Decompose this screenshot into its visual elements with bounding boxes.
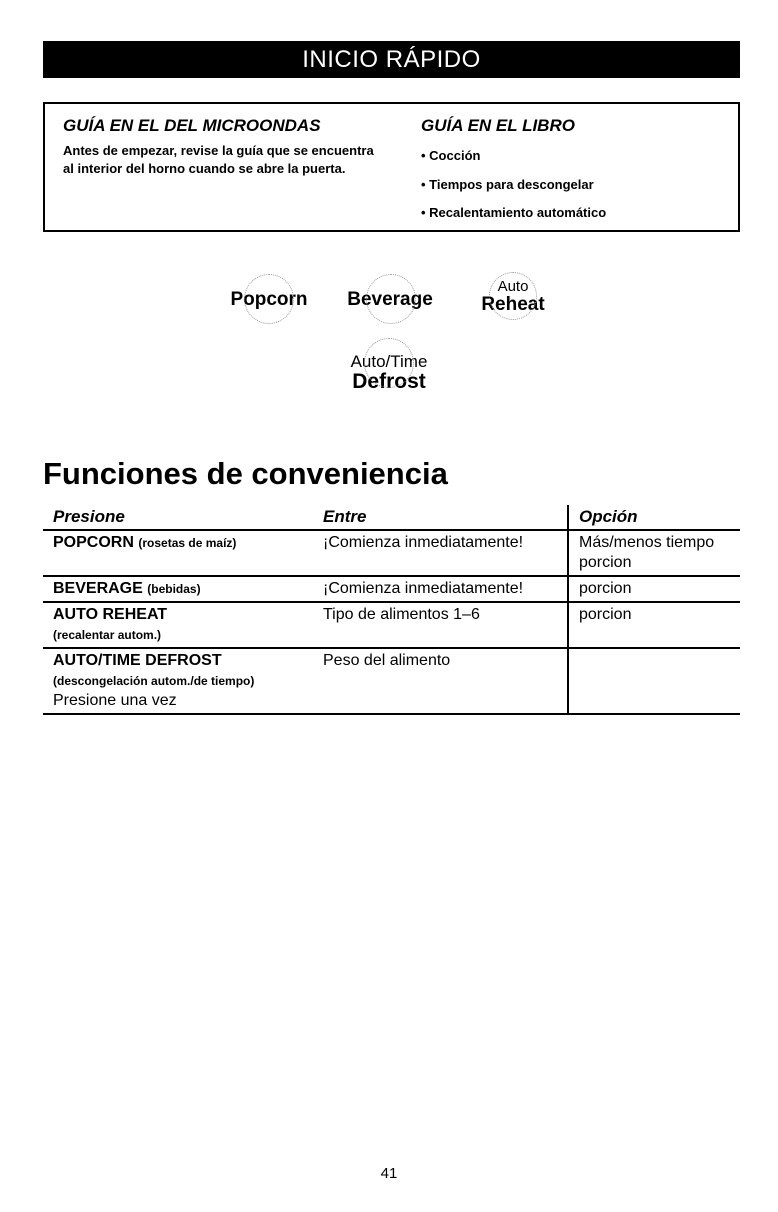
function-name: BEVERAGE <box>53 580 143 597</box>
auto-reheat-key-bottom: Reheat <box>481 294 545 315</box>
table-row <box>43 648 740 714</box>
cell-enter: ¡Comienza inmediatamente! <box>313 576 568 602</box>
cell-enter: Tipo de alimentos 1–6 <box>313 602 568 648</box>
function-subtitle: (rosetas de maíz) <box>138 536 237 550</box>
cell-enter: Peso del alimento <box>313 648 568 714</box>
header-option: Opción <box>568 505 740 530</box>
cell-option <box>568 530 740 576</box>
table-row <box>43 576 740 602</box>
auto-reheat-key <box>478 278 548 315</box>
function-subtitle: (recalentar autom.) <box>53 628 162 642</box>
guide-box <box>43 102 740 232</box>
guide-book-list <box>421 142 721 228</box>
functions-table <box>43 505 740 715</box>
key-ring <box>244 274 294 324</box>
guide-book-column <box>421 116 721 228</box>
key-ring <box>364 338 414 388</box>
option-line: Más/menos tiempo <box>579 534 715 551</box>
cell-enter: ¡Comienza inmediatamente! <box>313 530 568 576</box>
function-name: POPCORN <box>53 534 134 551</box>
guide-book-item: • Tiempos para descongelar <box>421 171 721 200</box>
function-name: AUTO/TIME DEFROST <box>53 652 222 669</box>
cell-option <box>568 648 740 714</box>
header-press: Presione <box>43 505 313 530</box>
defrost-key <box>340 352 438 393</box>
guide-book-item: • Cocción <box>421 142 721 171</box>
auto-reheat-key-top: Auto <box>497 278 529 295</box>
guide-oven-text: Antes de empezar, revise la guía que se encuentra al interior del horno cuando se abre la puerta. <box>63 143 374 176</box>
page-banner: INICIO RÁPIDO <box>43 41 740 78</box>
function-name: AUTO REHEAT <box>53 606 168 623</box>
cell-press <box>43 648 313 714</box>
page-number: 41 <box>380 1165 398 1182</box>
header-enter: Entre <box>313 505 568 530</box>
beverage-key <box>342 290 438 310</box>
key-ring <box>489 272 537 320</box>
option-line: porcion <box>579 554 632 571</box>
table-row <box>43 530 740 576</box>
table-row <box>43 602 740 648</box>
popcorn-key <box>228 290 310 310</box>
popcorn-key-label: Popcorn <box>230 289 308 310</box>
defrost-key-top: Auto/Time <box>350 352 428 371</box>
section-title: Funciones de conveniencia <box>43 456 448 491</box>
cell-press <box>43 602 313 648</box>
cell-option: porcion <box>568 576 740 602</box>
guide-oven-column <box>63 116 383 178</box>
defrost-key-bottom: Defrost <box>352 370 426 393</box>
function-subtitle: (descongelación autom./de tiempo) <box>53 674 255 688</box>
guide-book-heading: GUÍA EN EL LIBRO <box>421 116 575 135</box>
function-note: Presione una vez <box>53 692 177 709</box>
cell-option: porcion <box>568 602 740 648</box>
function-subtitle: (bebidas) <box>147 582 201 596</box>
keypad-illustration <box>0 270 778 410</box>
guide-book-item: • Recalentamiento automático <box>421 199 721 228</box>
cell-press <box>43 530 313 576</box>
key-ring <box>366 274 416 324</box>
guide-oven-heading: GUÍA EN EL DEL MICROONDAS <box>63 116 321 135</box>
table-header-row <box>43 505 740 530</box>
beverage-key-label: Beverage <box>347 289 433 310</box>
cell-press <box>43 576 313 602</box>
